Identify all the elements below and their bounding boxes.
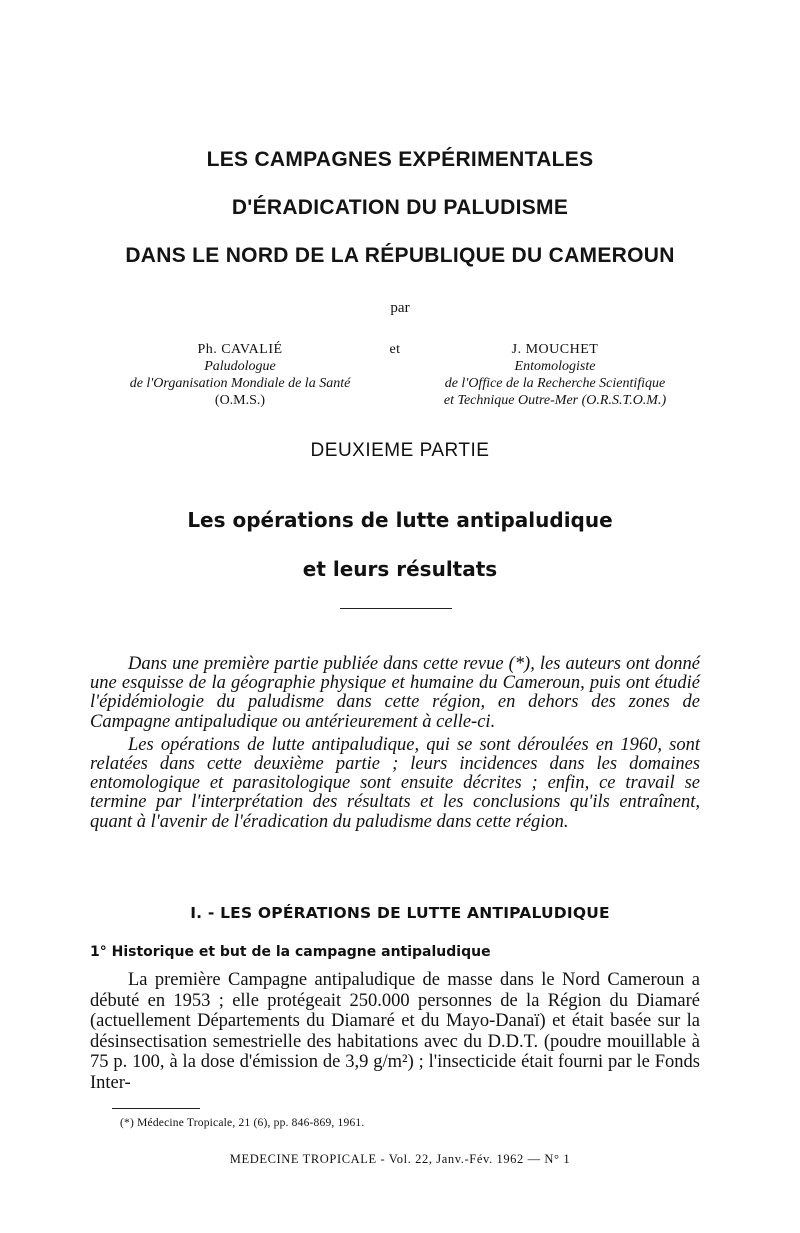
- part-heading: DEUXIEME PARTIE: [310, 440, 490, 461]
- title-line-3: DANS LE NORD DE LA RÉPUBLIQUE DU CAMEROUN: [125, 244, 675, 267]
- author-name-1: Ph. CAVALIÉ: [197, 342, 283, 357]
- conjunction: et: [389, 342, 401, 357]
- author-name-2: J. MOUCHET: [511, 342, 599, 357]
- divider-rule: [340, 608, 452, 609]
- footnote-rule: [112, 1108, 200, 1109]
- author-org2-2: et Technique Outre-Mer (O.R.S.T.O.M.): [443, 393, 667, 408]
- body-paragraph: [90, 970, 700, 1094]
- by-line: par: [390, 300, 410, 316]
- author-org-abbr-1: (O.M.S.): [214, 393, 266, 408]
- author-org-1: de l'Organisation Mondiale de la Santé: [129, 376, 351, 391]
- title-line-1: LES CAMPAGNES EXPÉRIMENTALES: [206, 148, 594, 171]
- subtitle-line-2: et leurs résultats: [302, 557, 498, 581]
- subsection-heading: 1° Historique et but de la campagne antipaludique: [90, 944, 491, 960]
- author-role-1: Paludologue: [204, 359, 276, 374]
- abstract-paragraph-2: Les opérations de lutte antipaludique, qui se sont déroulées en 1960, sont relatées dans cette deuxième partie ; leurs incidences dans les domaines entomologique et parasitologique sont ensuite décrites ; enfin, ce travail se termine par l'interprétation des résultats et les conclusions qu'ils entraînent, quant à l'avenir de l'éradication du paludisme dans cette région.: [90, 734, 700, 832]
- title-line-2: D'ÉRADICATION DU PALUDISME: [231, 196, 569, 219]
- footnote: (*) Médecine Tropicale, 21 (6), pp. 846-869, 1961.: [120, 1117, 365, 1129]
- author-org-2: de l'Office de la Recherche Scientifique: [444, 376, 666, 391]
- abstract-paragraph-1: Dans une première partie publiée dans cette revue (*), les auteurs ont donné une esquisse de la géographie physique et humaine du Cameroun, puis ont étudié l'épidémiologie du paludisme dans cette région, en dehors des zones de Campagne antipaludique ou antérieurement à celle-ci.: [90, 654, 700, 732]
- body-paragraph-text: La première Campagne antipaludique de masse dans le Nord Cameroun a débuté en 1953 ; elle protégeait 250.000 personnes de la Région du Diamaré (actuellement Départements du Diamaré et du Mayo-Danaï) et était basée sur la désinsectisation semestrielle des habitations avec du D.D.T. (poudre mouillable à 75 p. 100, à la dose d'émission de 3,9 g/m²) ; l'insecticide était fourni par le Fonds Inter-: [90, 970, 700, 1093]
- section-heading: I. - LES OPÉRATIONS DE LUTTE ANTIPALUDIQUE: [190, 904, 610, 922]
- subtitle-line-1: Les opérations de lutte antipaludique: [187, 508, 613, 532]
- author-block-2: [405, 342, 705, 409]
- author-role-2: Entomologiste: [514, 359, 596, 374]
- journal-footer: MEDECINE TROPICALE - Vol. 22, Janv.-Fév. 1962 — N° 1: [229, 1152, 571, 1166]
- abstract: [90, 655, 700, 832]
- author-block-1: [100, 342, 380, 409]
